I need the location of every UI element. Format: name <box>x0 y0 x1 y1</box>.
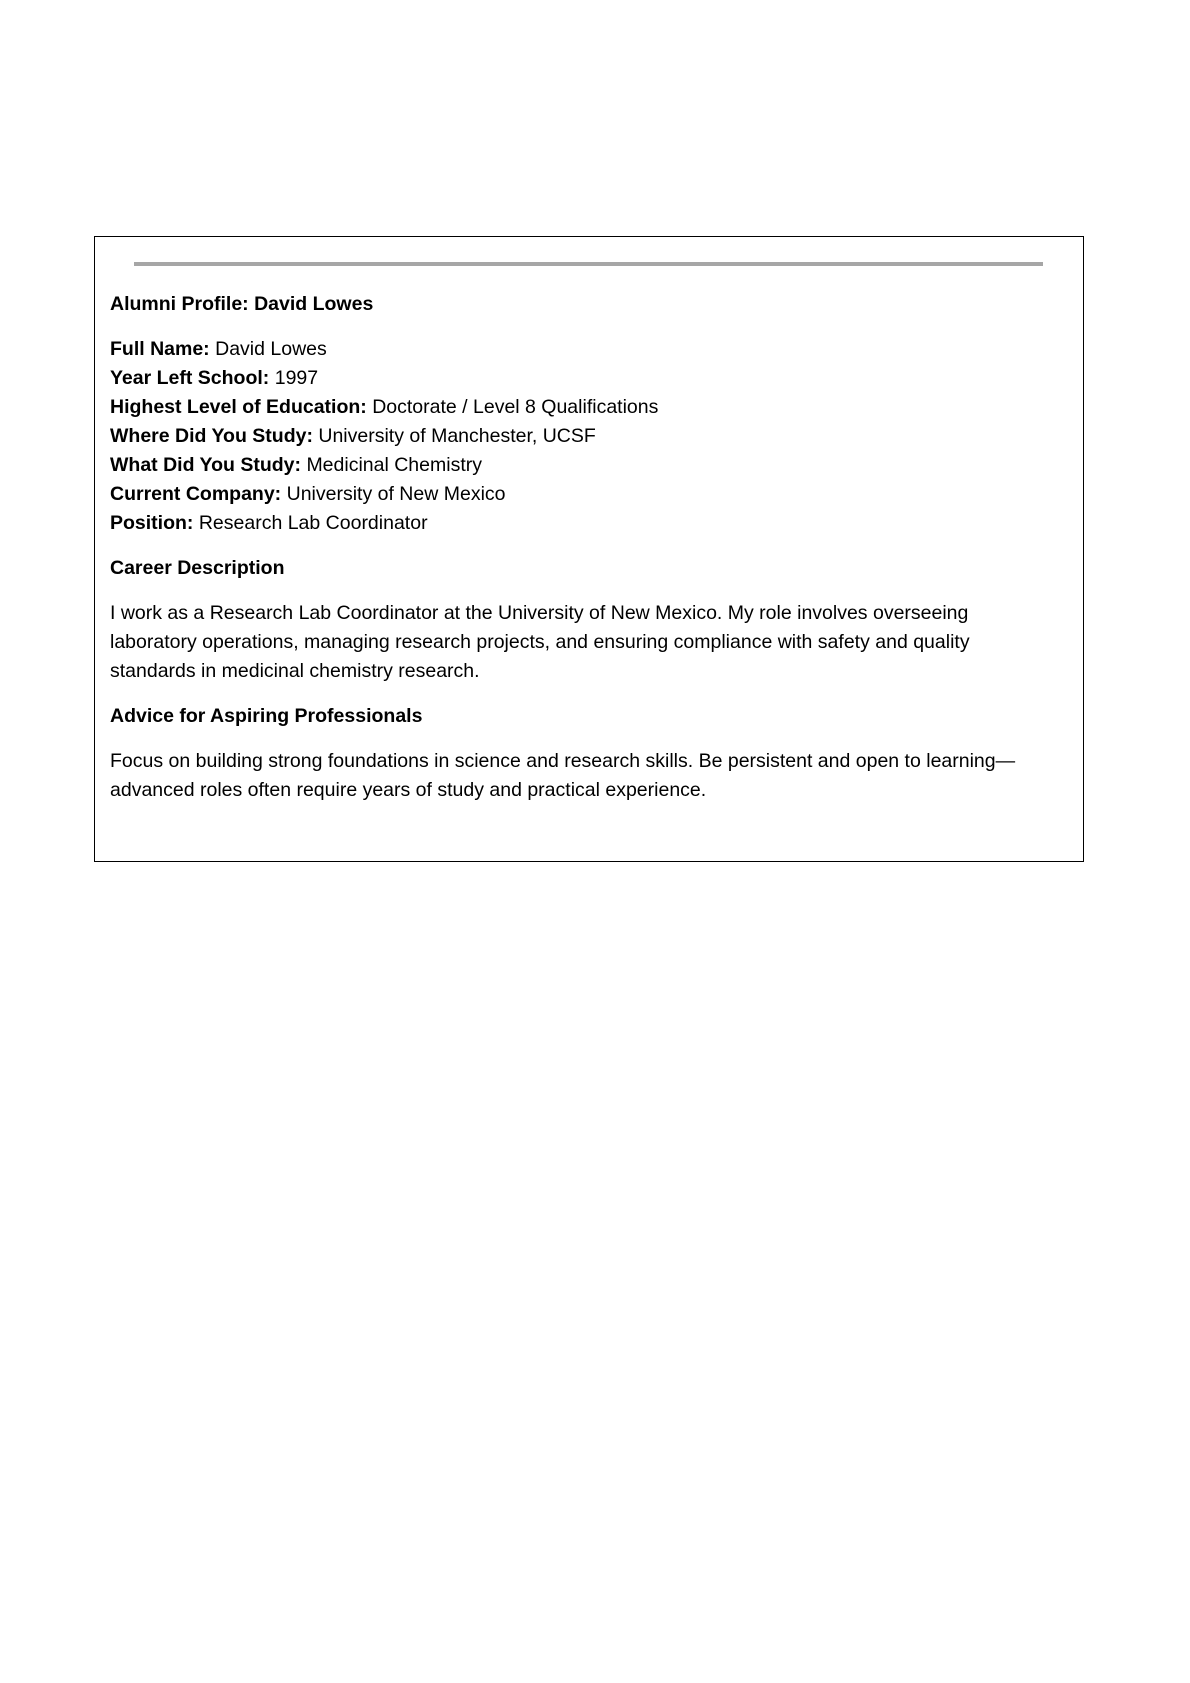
field-label: Current Company: <box>110 483 282 505</box>
field-where-studied <box>110 422 1053 451</box>
field-what-studied <box>110 451 1053 480</box>
field-label: Full Name: <box>110 338 210 360</box>
field-value: University of New Mexico <box>286 483 506 505</box>
field-label: What Did You Study: <box>110 454 302 476</box>
advice-heading: Advice for Aspiring Professionals <box>110 705 423 727</box>
profile-content <box>110 290 1053 821</box>
field-value: Doctorate / Level 8 Qualifications <box>372 396 659 418</box>
field-label: Where Did You Study: <box>110 425 313 447</box>
horizontal-rule <box>134 262 1043 266</box>
field-full-name <box>110 335 1053 364</box>
career-description-heading: Career Description <box>110 557 285 579</box>
field-label: Year Left School: <box>110 367 270 389</box>
advice-text: Focus on building strong foundations in science and research skills. Be persistent and open to learning—advanced roles often require years of study and practical experience. <box>110 750 1016 801</box>
field-value: Medicinal Chemistry <box>306 454 482 476</box>
field-value: 1997 <box>274 367 319 389</box>
field-label: Highest Level of Education: <box>110 396 367 418</box>
field-value: David Lowes <box>215 338 327 360</box>
field-value: Research Lab Coordinator <box>198 512 428 534</box>
profile-title: Alumni Profile: David Lowes <box>110 293 374 315</box>
career-description-text: I work as a Research Lab Coordinator at the University of New Mexico. My role involves overseeing laboratory operations, managing research projects, and ensuring compliance with safety and quality standards in medicinal chemistry research. <box>110 602 970 682</box>
field-current-company <box>110 480 1053 509</box>
field-position <box>110 509 1053 538</box>
field-label: Position: <box>110 512 194 534</box>
alumni-profile-card <box>94 236 1084 862</box>
profile-fields <box>110 335 1053 538</box>
field-year-left-school <box>110 364 1053 393</box>
field-value: University of Manchester, UCSF <box>318 425 596 447</box>
field-highest-education <box>110 393 1053 422</box>
